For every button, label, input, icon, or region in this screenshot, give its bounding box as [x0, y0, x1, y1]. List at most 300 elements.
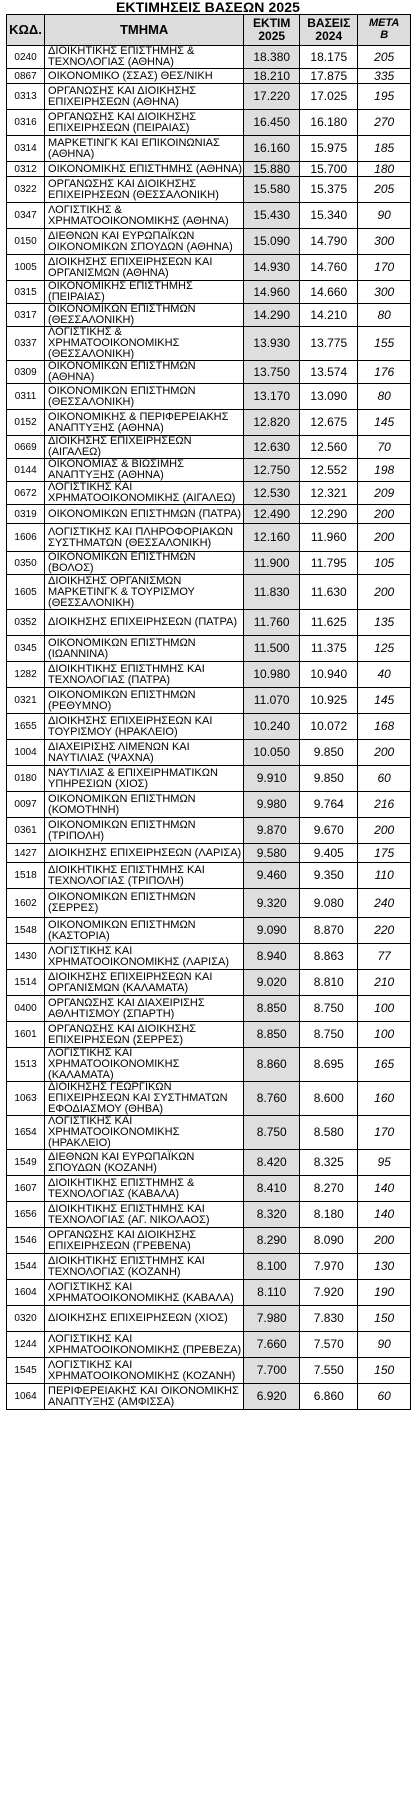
table-row: [7, 1332, 411, 1358]
row-positions: 60: [358, 1384, 411, 1410]
row-base: 8.180: [300, 1202, 358, 1228]
row-estimate: 8.760: [244, 1082, 300, 1116]
table-row: [7, 1254, 411, 1280]
table-row: [7, 1358, 411, 1384]
row-department: ΟΙΚΟΝΟΜΙΚΩΝ ΕΠΙΣΤΗΜΩΝ (ΣΕΡΡΕΣ): [45, 889, 244, 918]
row-estimate: 12.530: [244, 482, 300, 505]
table-row: [7, 863, 411, 889]
row-positions: 130: [358, 1254, 411, 1280]
row-department: ΔΙΟΙΚΗΤΙΚΗΣ ΕΠΙΣΤΗΜΗΣ ΚΑΙ ΤΕΧΝΟΛΟΓΙΑΣ (ΤΡΙΠΟΛΗ): [45, 863, 244, 889]
row-base: 12.290: [300, 505, 358, 524]
table-row: [7, 361, 411, 384]
row-positions: 205: [358, 177, 411, 203]
row-estimate: 12.630: [244, 436, 300, 459]
row-positions: 240: [358, 889, 411, 918]
row-estimate: 14.930: [244, 255, 300, 281]
row-base: 9.850: [300, 766, 358, 792]
row-positions: 200: [358, 740, 411, 766]
row-department: ΟΡΓΑΝΩΣΗΣ ΚΑΙ ΔΙΑΧΕΙΡΙΣΗΣ ΑΘΛΗΤΙΣΜΟΥ (ΣΠΑΡΤΗ): [45, 996, 244, 1022]
row-code: 0150: [7, 229, 45, 255]
table-row: [7, 1202, 411, 1228]
row-code: 1656: [7, 1202, 45, 1228]
row-positions: 220: [358, 918, 411, 944]
table-row: [7, 688, 411, 714]
row-positions: 105: [358, 552, 411, 575]
row-base: 13.090: [300, 384, 358, 410]
row-code: 1063: [7, 1082, 45, 1116]
table-row: [7, 436, 411, 459]
row-positions: 170: [358, 255, 411, 281]
row-department: ΟΙΚΟΝΟΜΙΑΣ & ΒΙΩΣΙΜΗΣ ΑΝΑΠΤΥΞΗΣ (ΑΘΗΝΑ): [45, 459, 244, 482]
row-department: ΟΙΚΟΝΟΜΙΚΗΣ ΕΠΙΣΤΗΜΗΣ (ΑΘΗΝΑ): [45, 162, 244, 177]
row-department: ΛΟΓΙΣΤΙΚΗΣ ΚΑΙ ΠΛΗΡΟΦΟΡΙΑΚΩΝ ΣΥΣΤΗΜΑΤΩΝ (ΘΕΣΣΑΛΟΝΙΚΗ): [45, 524, 244, 552]
row-code: 0316: [7, 110, 45, 136]
row-estimate: 9.910: [244, 766, 300, 792]
table-row: [7, 944, 411, 970]
row-code: 0867: [7, 69, 45, 84]
table-row: [7, 177, 411, 203]
row-positions: 150: [358, 1358, 411, 1384]
table-row: [7, 46, 411, 69]
row-estimate: 16.450: [244, 110, 300, 136]
row-code: 0320: [7, 1306, 45, 1332]
row-department: ΟΙΚΟΝΟΜΙΚΩΝ ΕΠΙΣΤΗΜΩΝ (ΒΟΛΟΣ): [45, 552, 244, 575]
row-department: ΛΟΓΙΣΤΙΚΗΣ ΚΑΙ ΧΡΗΜΑΤΟΟΙΚΟΝΟΜΙΚΗΣ (ΗΡΑΚΛΕΙΟ): [45, 1116, 244, 1150]
row-base: 8.750: [300, 1022, 358, 1048]
row-base: 9.850: [300, 740, 358, 766]
row-code: 0152: [7, 410, 45, 436]
row-code: 1654: [7, 1116, 45, 1150]
table-row: [7, 524, 411, 552]
row-code: 1606: [7, 524, 45, 552]
row-code: 0337: [7, 327, 45, 361]
table-row: [7, 255, 411, 281]
row-department: ΝΑΥΤΙΛΙΑΣ & ΕΠΙΧΕΙΡΗΜΑΤΙΚΩΝ ΥΠΗΡΕΣΙΩΝ (ΧΙΟΣ): [45, 766, 244, 792]
row-department: ΔΙΟΙΚΗΣΗΣ ΕΠΙΧΕΙΡΗΣΕΩΝ (ΛΑΡΙΣΑ): [45, 844, 244, 863]
row-positions: 100: [358, 1022, 411, 1048]
estimates-table: [6, 14, 411, 1410]
row-department: ΔΙΟΙΚΗΣΗΣ ΕΠΙΧΕΙΡΗΣΕΩΝ (ΧΙΟΣ): [45, 1306, 244, 1332]
row-code: 1544: [7, 1254, 45, 1280]
table-row: [7, 482, 411, 505]
row-estimate: 7.980: [244, 1306, 300, 1332]
row-positions: 200: [358, 575, 411, 610]
row-base: 14.660: [300, 281, 358, 304]
row-base: 8.580: [300, 1116, 358, 1150]
row-base: 7.550: [300, 1358, 358, 1384]
table-row: [7, 766, 411, 792]
row-estimate: 8.860: [244, 1048, 300, 1082]
table-row: [7, 636, 411, 662]
row-department: ΔΙΕΘΝΩΝ ΚΑΙ ΕΥΡΩΠΑΪΚΩΝ ΟΙΚΟΝΟΜΙΚΩΝ ΣΠΟΥΔΩΝ (ΑΘΗΝΑ): [45, 229, 244, 255]
row-code: 1604: [7, 1280, 45, 1306]
row-base: 12.560: [300, 436, 358, 459]
row-code: 1601: [7, 1022, 45, 1048]
row-department: ΟΡΓΑΝΩΣΗΣ ΚΑΙ ΔΙΟΙΚΗΣΗΣ ΕΠΙΧΕΙΡΗΣΕΩΝ (ΠΕΙΡΑΙΑΣ): [45, 110, 244, 136]
row-estimate: 8.320: [244, 1202, 300, 1228]
row-estimate: 11.500: [244, 636, 300, 662]
row-department: ΟΙΚΟΝΟΜΙΚΗΣ ΕΠΙΣΤΗΜΗΣ (ΠΕΙΡΑΙΑΣ): [45, 281, 244, 304]
row-code: 0347: [7, 203, 45, 229]
row-department: ΟΙΚΟΝΟΜΙΚΩΝ ΕΠΙΣΤΗΜΩΝ (ΘΕΣΣΑΛΟΝΙΚΗ): [45, 304, 244, 327]
row-base: 10.925: [300, 688, 358, 714]
row-estimate: 9.090: [244, 918, 300, 944]
row-positions: 300: [358, 281, 411, 304]
row-base: 7.970: [300, 1254, 358, 1280]
header-base-line1: ΒΑΣΕΙΣ: [307, 16, 351, 31]
row-code: 1549: [7, 1150, 45, 1176]
row-department: ΟΡΓΑΝΩΣΗΣ ΚΑΙ ΔΙΟΙΚΗΣΗΣ ΕΠΙΧΕΙΡΗΣΕΩΝ (ΣΕΡΡΕΣ): [45, 1022, 244, 1048]
row-estimate: 11.830: [244, 575, 300, 610]
row-base: 12.321: [300, 482, 358, 505]
table-body: [7, 46, 411, 1410]
row-code: 0322: [7, 177, 45, 203]
table-row: [7, 844, 411, 863]
row-base: 8.750: [300, 996, 358, 1022]
row-department: ΛΟΓΙΣΤΙΚΗΣ ΚΑΙ ΧΡΗΜΑΤΟΟΙΚΟΝΟΜΙΚΗΣ (ΚΟΖΑΝΗ): [45, 1358, 244, 1384]
row-estimate: 10.980: [244, 662, 300, 688]
row-code: 1005: [7, 255, 45, 281]
table-row: [7, 459, 411, 482]
header-positions: [358, 15, 411, 46]
table-row: [7, 662, 411, 688]
row-positions: 155: [358, 327, 411, 361]
row-code: 0321: [7, 688, 45, 714]
table-row: [7, 327, 411, 361]
row-estimate: 8.850: [244, 1022, 300, 1048]
row-base: 13.574: [300, 361, 358, 384]
row-code: 1655: [7, 714, 45, 740]
header-positions-line2: Β: [380, 29, 389, 41]
row-estimate: 9.580: [244, 844, 300, 863]
row-base: 8.870: [300, 918, 358, 944]
header-department: ΤΜΗΜΑ: [45, 15, 244, 46]
row-positions: 145: [358, 688, 411, 714]
row-base: 7.830: [300, 1306, 358, 1332]
row-estimate: 9.980: [244, 792, 300, 818]
row-department: ΔΙΟΙΚΗΤΙΚΗΣ ΕΠΙΣΤΗΜΗΣ ΚΑΙ ΤΕΧΝΟΛΟΓΙΑΣ (ΚΟΖΑΝΗ): [45, 1254, 244, 1280]
row-positions: 95: [358, 1150, 411, 1176]
header-positions-line1: ΜΕΤΑ: [369, 17, 400, 30]
row-code: 0669: [7, 436, 45, 459]
row-code: 0345: [7, 636, 45, 662]
row-code: 1518: [7, 863, 45, 889]
row-code: 0317: [7, 304, 45, 327]
row-estimate: 7.700: [244, 1358, 300, 1384]
row-base: 15.700: [300, 162, 358, 177]
row-base: 15.340: [300, 203, 358, 229]
table-row: [7, 1082, 411, 1116]
row-department: ΔΙΟΙΚΗΤΙΚΗΣ ΕΠΙΣΤΗΜΗΣ & ΤΕΧΝΟΛΟΓΙΑΣ (ΚΑΒΑΛΑ): [45, 1176, 244, 1202]
table-row: [7, 889, 411, 918]
row-positions: 200: [358, 818, 411, 844]
row-estimate: 15.880: [244, 162, 300, 177]
row-base: 9.080: [300, 889, 358, 918]
row-positions: 70: [358, 436, 411, 459]
table-row: [7, 110, 411, 136]
row-estimate: 16.160: [244, 136, 300, 162]
row-base: 8.090: [300, 1228, 358, 1254]
row-department: ΟΡΓΑΝΩΣΗΣ ΚΑΙ ΔΙΟΙΚΗΣΗΣ ΕΠΙΧΕΙΡΗΣΕΩΝ (ΑΘΗΝΑ): [45, 84, 244, 110]
row-code: 0309: [7, 361, 45, 384]
row-estimate: 18.380: [244, 46, 300, 69]
row-code: 1546: [7, 1228, 45, 1254]
table-row: [7, 203, 411, 229]
row-base: 15.975: [300, 136, 358, 162]
title-row: [0, 0, 411, 14]
table-row: [7, 1116, 411, 1150]
row-department: ΔΙΟΙΚΗΣΗΣ ΕΠΙΧΕΙΡΗΣΕΩΝ (ΠΑΤΡΑ): [45, 610, 244, 636]
row-department: ΛΟΓΙΣΤΙΚΗΣ ΚΑΙ ΧΡΗΜΑΤΟΟΙΚΟΝΟΜΙΚΗΣ (ΠΡΕΒΕΖΑ): [45, 1332, 244, 1358]
row-code: 0313: [7, 84, 45, 110]
row-estimate: 12.490: [244, 505, 300, 524]
row-department: ΔΙΟΙΚΗΣΗΣ ΕΠΙΧΕΙΡΗΣΕΩΝ ΚΑΙ ΟΡΓΑΝΙΣΜΩΝ (ΑΘΗΝΑ): [45, 255, 244, 281]
row-code: 1545: [7, 1358, 45, 1384]
row-positions: 100: [358, 996, 411, 1022]
row-base: 17.025: [300, 84, 358, 110]
row-department: ΛΟΓΙΣΤΙΚΗΣ ΚΑΙ ΧΡΗΜΑΤΟΟΙΚΟΝΟΜΙΚΗΣ (ΑΙΓΑΛΕΩ): [45, 482, 244, 505]
row-code: 1548: [7, 918, 45, 944]
row-base: 11.625: [300, 610, 358, 636]
row-positions: 110: [358, 863, 411, 889]
row-base: 11.795: [300, 552, 358, 575]
header-estimate-line2: 2025: [258, 29, 286, 43]
row-department: ΔΙΟΙΚΗΣΗΣ ΕΠΙΧΕΙΡΗΣΕΩΝ ΚΑΙ ΟΡΓΑΝΙΣΜΩΝ (ΚΑΛΑΜΑΤΑ): [45, 970, 244, 996]
table-row: [7, 1150, 411, 1176]
row-code: 0144: [7, 459, 45, 482]
row-department: ΔΙΟΙΚΗΤΙΚΗΣ ΕΠΙΣΤΗΜΗΣ & ΤΕΧΝΟΛΟΓΙΑΣ (ΑΘΗΝΑ): [45, 46, 244, 69]
table-row: [7, 970, 411, 996]
header-base: [300, 15, 358, 46]
row-base: 9.764: [300, 792, 358, 818]
row-department: ΟΙΚΟΝΟΜΙΚΩΝ ΕΠΙΣΤΗΜΩΝ (ΚΑΣΤΟΡΙΑ): [45, 918, 244, 944]
row-department: ΔΙΟΙΚΗΣΗΣ ΓΕΩΡΓΙΚΩΝ ΕΠΙΧΕΙΡΗΣΕΩΝ ΚΑΙ ΣΥΣΤΗΜΑΤΩΝ ΕΦΟΔΙΑΣΜΟΥ (ΘΗΒΑ): [45, 1082, 244, 1116]
row-code: 0097: [7, 792, 45, 818]
row-department: ΟΙΚΟΝΟΜΙΚΩΝ ΕΠΙΣΤΗΜΩΝ (ΑΘΗΝΑ): [45, 361, 244, 384]
row-code: 0314: [7, 136, 45, 162]
row-base: 7.570: [300, 1332, 358, 1358]
row-base: 8.325: [300, 1150, 358, 1176]
row-department: ΛΟΓΙΣΤΙΚΗΣ & ΧΡΗΜΑΤΟΟΙΚΟΝΟΜΙΚΗΣ (ΑΘΗΝΑ): [45, 203, 244, 229]
row-estimate: 9.020: [244, 970, 300, 996]
row-code: 1004: [7, 740, 45, 766]
table-row: [7, 714, 411, 740]
row-positions: 195: [358, 84, 411, 110]
row-code: 0350: [7, 552, 45, 575]
header-estimate-line1: ΕΚΤΙΜ: [253, 16, 291, 31]
row-estimate: 8.940: [244, 944, 300, 970]
row-estimate: 8.850: [244, 996, 300, 1022]
table-row: [7, 304, 411, 327]
row-estimate: 9.320: [244, 889, 300, 918]
row-base: 12.552: [300, 459, 358, 482]
row-department: ΛΟΓΙΣΤΙΚΗΣ ΚΑΙ ΧΡΗΜΑΤΟΟΙΚΟΝΟΜΙΚΗΣ (ΚΑΒΑΛΑ): [45, 1280, 244, 1306]
row-estimate: 14.290: [244, 304, 300, 327]
row-base: 9.670: [300, 818, 358, 844]
row-positions: 190: [358, 1280, 411, 1306]
row-base: 6.860: [300, 1384, 358, 1410]
row-code: 1514: [7, 970, 45, 996]
row-department: ΜΑΡΚΕΤΙΝΓΚ ΚΑΙ ΕΠΙΚΟΙΝΩΝΙΑΣ (ΑΘΗΝΑ): [45, 136, 244, 162]
row-base: 18.175: [300, 46, 358, 69]
row-base: 8.695: [300, 1048, 358, 1082]
row-code: 0672: [7, 482, 45, 505]
row-positions: 209: [358, 482, 411, 505]
row-base: 15.375: [300, 177, 358, 203]
row-base: 11.960: [300, 524, 358, 552]
row-estimate: 8.750: [244, 1116, 300, 1150]
row-code: 1605: [7, 575, 45, 610]
row-positions: 140: [358, 1202, 411, 1228]
row-department: ΔΙΟΙΚΗΣΗΣ ΟΡΓΑΝΙΣΜΩΝ ΜΑΡΚΕΤΙΝΓΚ & ΤΟΥΡΙΣΜΟΥ (ΘΕΣΣΑΛΟΝΙΚΗ): [45, 575, 244, 610]
header-code: ΚΩΔ.: [7, 15, 45, 46]
row-estimate: 10.050: [244, 740, 300, 766]
row-estimate: 12.820: [244, 410, 300, 436]
row-department: ΟΙΚΟΝΟΜΙΚΩΝ ΕΠΙΣΤΗΜΩΝ (ΙΩΑΝΝΙΝΑ): [45, 636, 244, 662]
row-positions: 168: [358, 714, 411, 740]
table-row: [7, 136, 411, 162]
row-code: 1282: [7, 662, 45, 688]
row-positions: 40: [358, 662, 411, 688]
row-positions: 170: [358, 1116, 411, 1150]
row-positions: 185: [358, 136, 411, 162]
row-department: ΔΙΟΙΚΗΤΙΚΗΣ ΕΠΙΣΤΗΜΗΣ ΚΑΙ ΤΕΧΝΟΛΟΓΙΑΣ (ΑΓ. ΝΙΚΟΛΑΟΣ): [45, 1202, 244, 1228]
row-positions: 200: [358, 1228, 411, 1254]
row-department: ΛΟΓΙΣΤΙΚΗΣ & ΧΡΗΜΑΤΟΟΙΚΟΝΟΜΙΚΗΣ (ΘΕΣΣΑΛΟΝΙΚΗ): [45, 327, 244, 361]
row-positions: 150: [358, 1306, 411, 1332]
row-positions: 90: [358, 203, 411, 229]
row-estimate: 13.750: [244, 361, 300, 384]
table-row: [7, 996, 411, 1022]
row-code: 1607: [7, 1176, 45, 1202]
row-base: 8.270: [300, 1176, 358, 1202]
row-positions: 125: [358, 636, 411, 662]
row-department: ΟΙΚΟΝΟΜΙΚΩΝ ΕΠΙΣΤΗΜΩΝ (ΠΑΤΡΑ): [45, 505, 244, 524]
header-base-line2: 2024: [315, 29, 343, 43]
row-department: ΟΡΓΑΝΩΣΗΣ ΚΑΙ ΔΙΟΙΚΗΣΗΣ ΕΠΙΧΕΙΡΗΣΕΩΝ (ΘΕΣΣΑΛΟΝΙΚΗ): [45, 177, 244, 203]
row-code: 0180: [7, 766, 45, 792]
header-row: [7, 15, 411, 46]
row-department: ΟΙΚΟΝΟΜΙΚΩΝ ΕΠΙΣΤΗΜΩΝ (ΡΕΘΥΜΝΟ): [45, 688, 244, 714]
row-department: ΔΙΟΙΚΗΤΙΚΗΣ ΕΠΙΣΤΗΜΗΣ ΚΑΙ ΤΕΧΝΟΛΟΓΙΑΣ (ΠΑΤΡΑ): [45, 662, 244, 688]
row-base: 10.072: [300, 714, 358, 740]
row-estimate: 9.870: [244, 818, 300, 844]
row-positions: 77: [358, 944, 411, 970]
row-estimate: 15.430: [244, 203, 300, 229]
row-estimate: 8.420: [244, 1150, 300, 1176]
row-code: 1430: [7, 944, 45, 970]
row-base: 16.180: [300, 110, 358, 136]
row-estimate: 7.660: [244, 1332, 300, 1358]
row-department: ΟΙΚΟΝΟΜΙΚΩΝ ΕΠΙΣΤΗΜΩΝ (ΚΟΜΟΤΗΝΗ): [45, 792, 244, 818]
row-code: 0361: [7, 818, 45, 844]
row-base: 11.375: [300, 636, 358, 662]
row-estimate: 12.750: [244, 459, 300, 482]
row-estimate: 11.900: [244, 552, 300, 575]
table-row: [7, 740, 411, 766]
table-row: [7, 1022, 411, 1048]
row-positions: 198: [358, 459, 411, 482]
row-department: ΔΙΑΧΕΙΡΙΣΗΣ ΛΙΜΕΝΩΝ ΚΑΙ ΝΑΥΤΙΛΙΑΣ (ΨΑΧΝΑ): [45, 740, 244, 766]
row-positions: 210: [358, 970, 411, 996]
row-code: 0319: [7, 505, 45, 524]
table-row: [7, 1048, 411, 1082]
table-row: [7, 1228, 411, 1254]
table-row: [7, 792, 411, 818]
row-positions: 335: [358, 69, 411, 84]
row-estimate: 18.210: [244, 69, 300, 84]
row-base: 9.405: [300, 844, 358, 863]
header-estimate: [244, 15, 300, 46]
row-department: ΔΙΕΘΝΩΝ ΚΑΙ ΕΥΡΩΠΑΪΚΩΝ ΣΠΟΥΔΩΝ (ΚΟΖΑΝΗ): [45, 1150, 244, 1176]
table-row: [7, 1306, 411, 1332]
row-code: 1244: [7, 1332, 45, 1358]
row-base: 14.210: [300, 304, 358, 327]
row-estimate: 9.460: [244, 863, 300, 889]
row-positions: 90: [358, 1332, 411, 1358]
row-positions: 216: [358, 792, 411, 818]
table-row: [7, 505, 411, 524]
row-estimate: 11.070: [244, 688, 300, 714]
row-code: 1513: [7, 1048, 45, 1082]
row-department: ΛΟΓΙΣΤΙΚΗΣ ΚΑΙ ΧΡΗΜΑΤΟΟΙΚΟΝΟΜΙΚΗΣ (ΚΑΛΑΜΑΤΑ): [45, 1048, 244, 1082]
row-base: 8.600: [300, 1082, 358, 1116]
row-base: 13.775: [300, 327, 358, 361]
table-row: [7, 818, 411, 844]
row-department: ΟΙΚΟΝΟΜΙΚΗΣ & ΠΕΡΙΦΕΡΕΙΑΚΗΣ ΑΝΑΠΤΥΞΗΣ (ΑΘΗΝΑ): [45, 410, 244, 436]
table-row: [7, 1384, 411, 1410]
table-row: [7, 162, 411, 177]
row-positions: 145: [358, 410, 411, 436]
row-estimate: 13.170: [244, 384, 300, 410]
table-row: [7, 384, 411, 410]
row-positions: 80: [358, 304, 411, 327]
row-estimate: 15.090: [244, 229, 300, 255]
table-row: [7, 281, 411, 304]
row-base: 12.675: [300, 410, 358, 436]
row-positions: 270: [358, 110, 411, 136]
row-department: ΠΕΡΙΦΕΡΕΙΑΚΗΣ ΚΑΙ ΟΙΚΟΝΟΜΙΚΗΣ ΑΝΑΠΤΥΞΗΣ (ΑΜΦΙΣΣΑ): [45, 1384, 244, 1410]
row-estimate: 8.290: [244, 1228, 300, 1254]
table-row: [7, 610, 411, 636]
row-base: 14.790: [300, 229, 358, 255]
row-base: 14.760: [300, 255, 358, 281]
row-estimate: 8.410: [244, 1176, 300, 1202]
row-estimate: 8.100: [244, 1254, 300, 1280]
row-positions: 175: [358, 844, 411, 863]
row-code: 1064: [7, 1384, 45, 1410]
row-positions: 160: [358, 1082, 411, 1116]
row-positions: 80: [358, 384, 411, 410]
row-base: 9.350: [300, 863, 358, 889]
row-estimate: 13.930: [244, 327, 300, 361]
table-row: [7, 229, 411, 255]
row-base: 7.920: [300, 1280, 358, 1306]
table-row: [7, 410, 411, 436]
row-department: ΟΙΚΟΝΟΜΙΚΩΝ ΕΠΙΣΤΗΜΩΝ (ΤΡΙΠΟΛΗ): [45, 818, 244, 844]
row-estimate: 6.920: [244, 1384, 300, 1410]
table-row: [7, 918, 411, 944]
table-row: [7, 84, 411, 110]
row-positions: 300: [358, 229, 411, 255]
row-positions: 200: [358, 505, 411, 524]
row-estimate: 14.960: [244, 281, 300, 304]
row-department: ΔΙΟΙΚΗΣΗΣ ΕΠΙΧΕΙΡΗΣΕΩΝ ΚΑΙ ΤΟΥΡΙΣΜΟΥ (ΗΡΑΚΛΕΙΟ): [45, 714, 244, 740]
row-estimate: 15.580: [244, 177, 300, 203]
table-row: [7, 575, 411, 610]
row-positions: 180: [358, 162, 411, 177]
row-estimate: 8.110: [244, 1280, 300, 1306]
